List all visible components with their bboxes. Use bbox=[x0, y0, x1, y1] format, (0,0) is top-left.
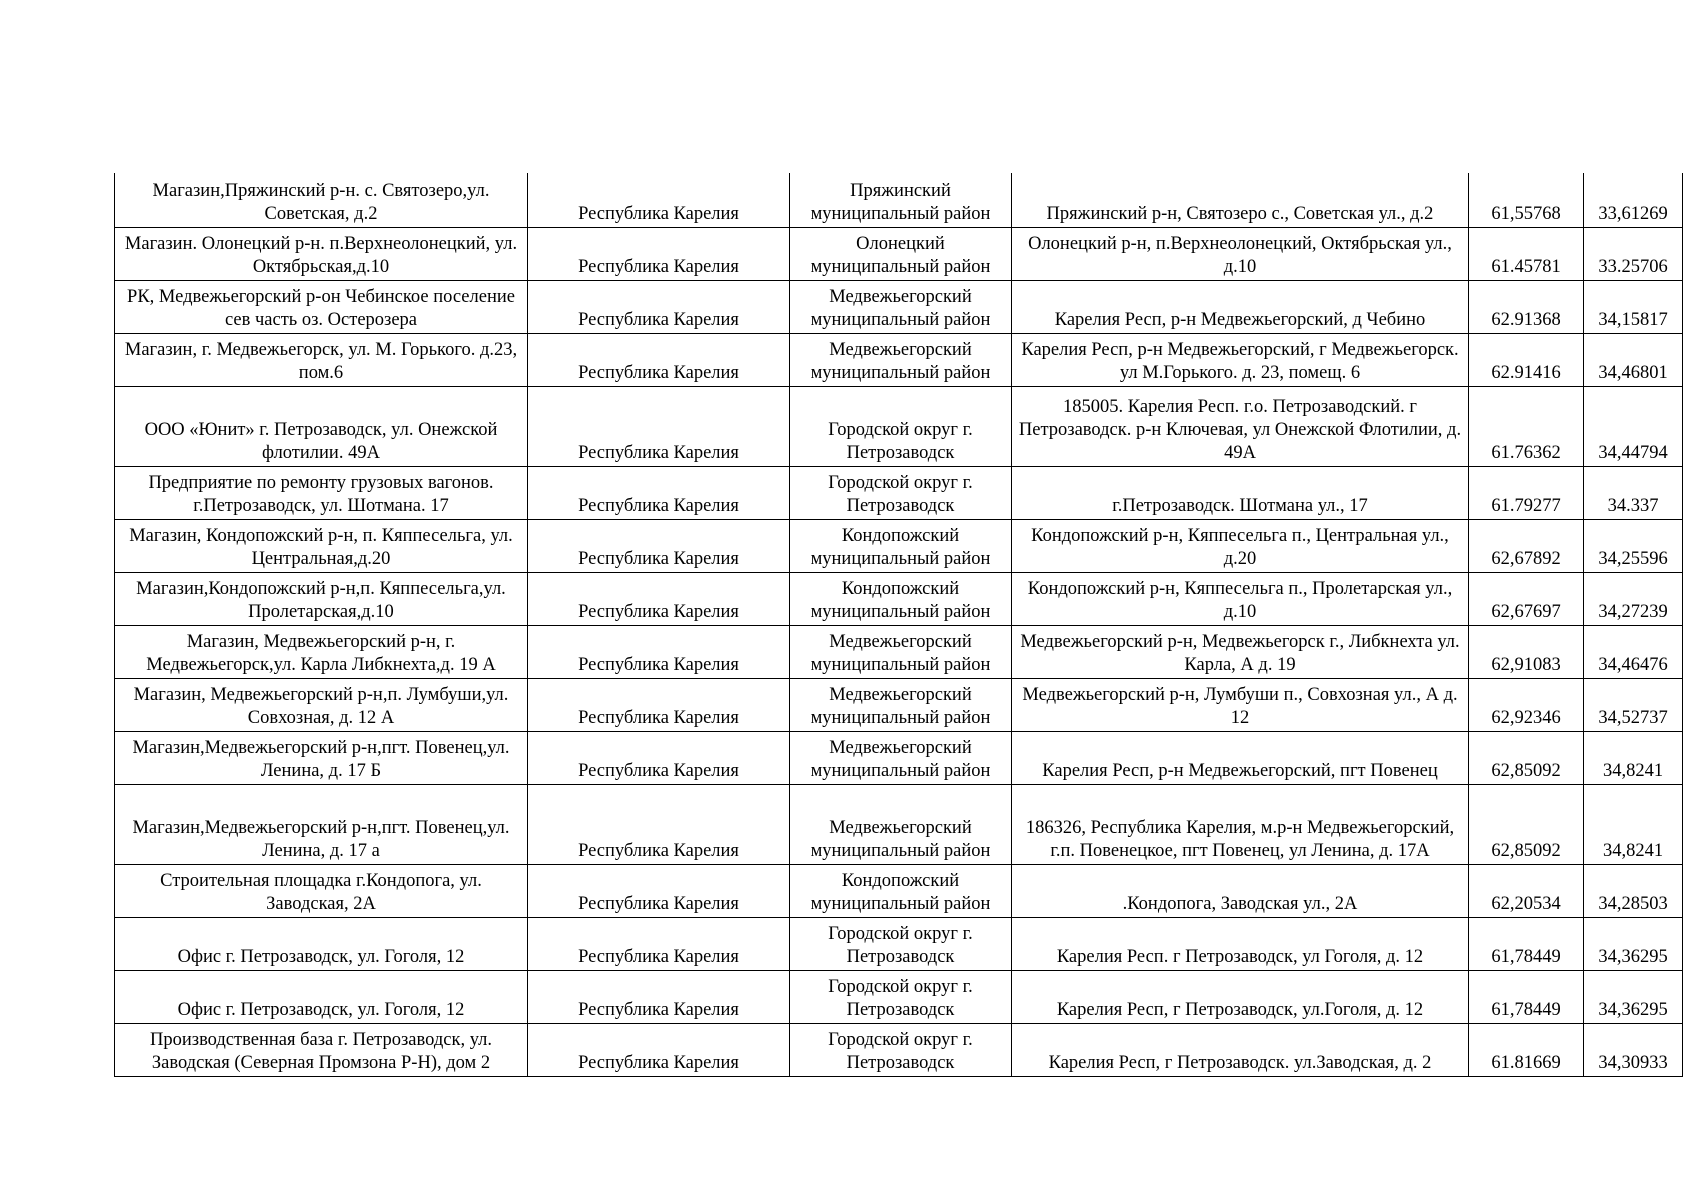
cell-address: Карелия Респ, г Петрозаводск, ул.Гоголя, д. 12 bbox=[1012, 970, 1469, 1023]
cell-longitude: 34,36295 bbox=[1584, 970, 1683, 1023]
cell-latitude: 61,55768 bbox=[1469, 173, 1584, 227]
cell-longitude: 34,46476 bbox=[1584, 625, 1683, 678]
cell-region: Республика Карелия bbox=[528, 864, 790, 917]
cell-latitude: 61.45781 bbox=[1469, 227, 1584, 280]
cell-municipality: Пряжинский муниципальный район bbox=[790, 173, 1012, 227]
table-row bbox=[115, 1023, 1683, 1076]
cell-region: Республика Карелия bbox=[528, 519, 790, 572]
cell-address: 185005. Карелия Респ. г.о. Петрозаводский. г Петрозаводск. р-н Ключевая, ул Онежской Флотилии, д. 49А bbox=[1012, 386, 1469, 466]
cell-object-name: Магазин. Олонецкий р-н. п.Верхнеолонецкий, ул. Октябрьская,д.10 bbox=[115, 227, 528, 280]
cell-address: Карелия Респ. г Петрозаводск, ул Гоголя, д. 12 bbox=[1012, 917, 1469, 970]
cell-region: Республика Карелия bbox=[528, 572, 790, 625]
cell-latitude: 61.76362 bbox=[1469, 386, 1584, 466]
cell-address: Олонецкий р-н, п.Верхнеолонецкий, Октябрьская ул., д.10 bbox=[1012, 227, 1469, 280]
cell-longitude: 33,61269 bbox=[1584, 173, 1683, 227]
cell-address: Кондопожский р-н, Кяппесельга п., Пролетарская ул., д.10 bbox=[1012, 572, 1469, 625]
cell-municipality: Кондопожский муниципальный район bbox=[790, 572, 1012, 625]
cell-latitude: 62.91416 bbox=[1469, 333, 1584, 386]
cell-longitude: 34,8241 bbox=[1584, 731, 1683, 784]
table-row bbox=[115, 970, 1683, 1023]
cell-longitude: 34,27239 bbox=[1584, 572, 1683, 625]
cell-object-name: Магазин,Медвежьегорский р-н,пгт. Повенец,ул. Ленина, д. 17 Б bbox=[115, 731, 528, 784]
table-row bbox=[115, 466, 1683, 519]
table-row bbox=[115, 173, 1683, 227]
cell-municipality: Кондопожский муниципальный район bbox=[790, 519, 1012, 572]
cell-municipality: Городской округ г. Петрозаводск bbox=[790, 970, 1012, 1023]
cell-address: Кондопожский р-н, Кяппесельга п., Центральная ул., д.20 bbox=[1012, 519, 1469, 572]
cell-latitude: 62,67697 bbox=[1469, 572, 1584, 625]
cell-region: Республика Карелия bbox=[528, 466, 790, 519]
table-row bbox=[115, 678, 1683, 731]
cell-object-name: Офис г. Петрозаводск, ул. Гоголя, 12 bbox=[115, 917, 528, 970]
table-row bbox=[115, 625, 1683, 678]
cell-longitude: 34,46801 bbox=[1584, 333, 1683, 386]
cell-longitude: 34,8241 bbox=[1584, 784, 1683, 864]
cell-address: 186326, Республика Карелия, м.р-н Медвежьегорский, г.п. Повенецкое, пгт Повенец, ул Ленина, д. 17А bbox=[1012, 784, 1469, 864]
cell-latitude: 62,92346 bbox=[1469, 678, 1584, 731]
cell-region: Республика Карелия bbox=[528, 227, 790, 280]
cell-longitude: 34,36295 bbox=[1584, 917, 1683, 970]
cell-object-name: РК, Медвежьегорский р-он Чебинское поселение сев часть оз. Остерозера bbox=[115, 280, 528, 333]
cell-region: Республика Карелия bbox=[528, 333, 790, 386]
cell-municipality: Городской округ г. Петрозаводск bbox=[790, 386, 1012, 466]
cell-region: Республика Карелия bbox=[528, 173, 790, 227]
cell-object-name: Магазин,Кондопожский р-н,п. Кяппесельга,ул. Пролетарская,д.10 bbox=[115, 572, 528, 625]
table-body bbox=[115, 173, 1683, 1076]
cell-municipality: Медвежьегорский муниципальный район bbox=[790, 280, 1012, 333]
cell-latitude: 62,85092 bbox=[1469, 784, 1584, 864]
cell-region: Республика Карелия bbox=[528, 386, 790, 466]
table-row bbox=[115, 333, 1683, 386]
cell-object-name: Производственная база г. Петрозаводск, ул. Заводская (Северная Промзона Р-Н), дом 2 bbox=[115, 1023, 528, 1076]
facility-table bbox=[114, 173, 1683, 1077]
cell-municipality: Городской округ г. Петрозаводск bbox=[790, 1023, 1012, 1076]
cell-address: Карелия Респ, р-н Медвежьегорский, д Чебино bbox=[1012, 280, 1469, 333]
cell-municipality: Олонецкий муниципальный район bbox=[790, 227, 1012, 280]
cell-object-name: Магазин, г. Медвежьегорск, ул. М. Горького. д.23, пом.6 bbox=[115, 333, 528, 386]
cell-region: Республика Карелия bbox=[528, 1023, 790, 1076]
cell-municipality: Медвежьегорский муниципальный район bbox=[790, 731, 1012, 784]
cell-latitude: 62,20534 bbox=[1469, 864, 1584, 917]
cell-latitude: 62,67892 bbox=[1469, 519, 1584, 572]
cell-object-name: Магазин, Медвежьегорский р-н, г. Медвежьегорск,ул. Карла Либкнехта,д. 19 А bbox=[115, 625, 528, 678]
cell-municipality: Городской округ г. Петрозаводск bbox=[790, 466, 1012, 519]
cell-latitude: 62.91368 bbox=[1469, 280, 1584, 333]
cell-address: Пряжинский р-н, Святозеро с., Советская ул., д.2 bbox=[1012, 173, 1469, 227]
cell-address: Карелия Респ, р-н Медвежьегорский, пгт Повенец bbox=[1012, 731, 1469, 784]
cell-object-name: Офис г. Петрозаводск, ул. Гоголя, 12 bbox=[115, 970, 528, 1023]
cell-latitude: 61.79277 bbox=[1469, 466, 1584, 519]
cell-longitude: 34,25596 bbox=[1584, 519, 1683, 572]
cell-region: Республика Карелия bbox=[528, 625, 790, 678]
cell-municipality: Медвежьегорский муниципальный район bbox=[790, 625, 1012, 678]
cell-longitude: 34,28503 bbox=[1584, 864, 1683, 917]
table-row bbox=[115, 227, 1683, 280]
table-row bbox=[115, 731, 1683, 784]
table-row bbox=[115, 784, 1683, 864]
table-row bbox=[115, 864, 1683, 917]
cell-municipality: Медвежьегорский муниципальный район bbox=[790, 333, 1012, 386]
cell-address: г.Петрозаводск. Шотмана ул., 17 bbox=[1012, 466, 1469, 519]
cell-region: Республика Карелия bbox=[528, 280, 790, 333]
cell-region: Республика Карелия bbox=[528, 784, 790, 864]
table-row bbox=[115, 572, 1683, 625]
cell-longitude: 33.25706 bbox=[1584, 227, 1683, 280]
cell-latitude: 62,85092 bbox=[1469, 731, 1584, 784]
cell-object-name: Строительная площадка г.Кондопога, ул. Заводская, 2А bbox=[115, 864, 528, 917]
table-row bbox=[115, 519, 1683, 572]
cell-longitude: 34,30933 bbox=[1584, 1023, 1683, 1076]
cell-longitude: 34,15817 bbox=[1584, 280, 1683, 333]
cell-municipality: Медвежьегорский муниципальный район bbox=[790, 678, 1012, 731]
table-row bbox=[115, 386, 1683, 466]
cell-address: Карелия Респ, р-н Медвежьегорский, г Медвежьегорск. ул М.Горького. д. 23, помещ. 6 bbox=[1012, 333, 1469, 386]
cell-region: Республика Карелия bbox=[528, 731, 790, 784]
cell-object-name: Предприятие по ремонту грузовых вагонов. г.Петрозаводск, ул. Шотмана. 17 bbox=[115, 466, 528, 519]
cell-address: Медвежьегорский р-н, Лумбуши п., Совхозная ул., А д. 12 bbox=[1012, 678, 1469, 731]
table-row bbox=[115, 917, 1683, 970]
cell-municipality: Городской округ г. Петрозаводск bbox=[790, 917, 1012, 970]
cell-longitude: 34.337 bbox=[1584, 466, 1683, 519]
cell-latitude: 61,78449 bbox=[1469, 970, 1584, 1023]
cell-municipality: Медвежьегорский муниципальный район bbox=[790, 784, 1012, 864]
cell-region: Республика Карелия bbox=[528, 970, 790, 1023]
cell-object-name: Магазин,Пряжинский р-н. с. Святозеро,ул. Советская, д.2 bbox=[115, 173, 528, 227]
cell-address: Карелия Респ, г Петрозаводск. ул.Заводская, д. 2 bbox=[1012, 1023, 1469, 1076]
cell-longitude: 34,44794 bbox=[1584, 386, 1683, 466]
cell-region: Республика Карелия bbox=[528, 678, 790, 731]
cell-latitude: 61.81669 bbox=[1469, 1023, 1584, 1076]
cell-address: .Кондопога, Заводская ул., 2А bbox=[1012, 864, 1469, 917]
cell-object-name: ООО «Юнит» г. Петрозаводск, ул. Онежской флотилии. 49А bbox=[115, 386, 528, 466]
cell-object-name: Магазин, Кондопожский р-н, п. Кяппесельга, ул. Центральная,д.20 bbox=[115, 519, 528, 572]
cell-latitude: 61,78449 bbox=[1469, 917, 1584, 970]
cell-object-name: Магазин, Медвежьегорский р-н,п. Лумбуши,ул. Совхозная, д. 12 А bbox=[115, 678, 528, 731]
table-row bbox=[115, 280, 1683, 333]
cell-region: Республика Карелия bbox=[528, 917, 790, 970]
cell-longitude: 34,52737 bbox=[1584, 678, 1683, 731]
cell-object-name: Магазин,Медвежьегорский р-н,пгт. Повенец,ул. Ленина, д. 17 а bbox=[115, 784, 528, 864]
cell-municipality: Кондопожский муниципальный район bbox=[790, 864, 1012, 917]
cell-address: Медвежьегорский р-н, Медвежьегорск г., Либкнехта ул. Карла, А д. 19 bbox=[1012, 625, 1469, 678]
cell-latitude: 62,91083 bbox=[1469, 625, 1584, 678]
